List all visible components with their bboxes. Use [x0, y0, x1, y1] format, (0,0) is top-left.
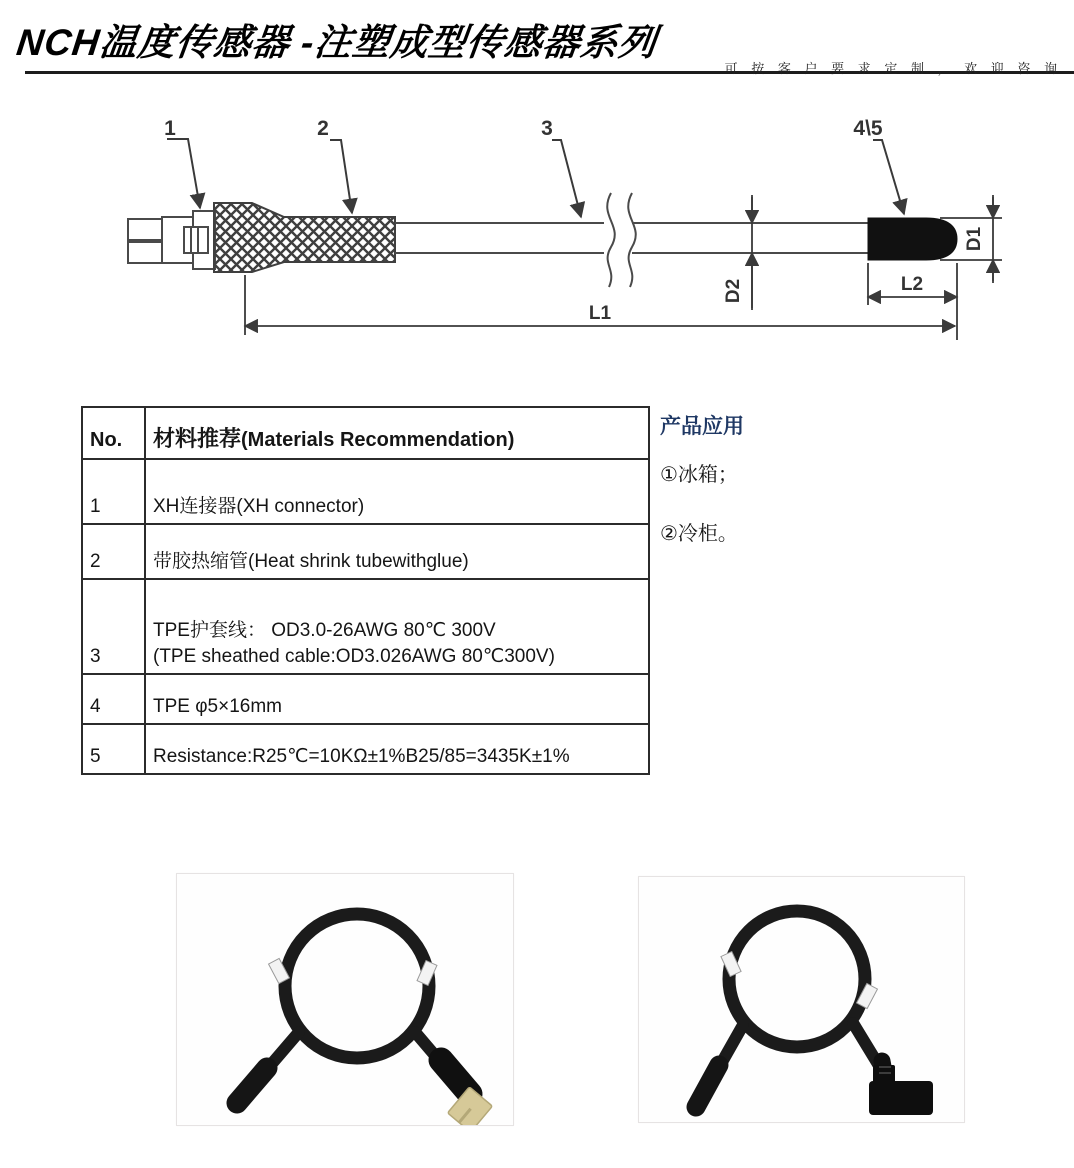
cable-break-symbol [604, 191, 636, 289]
row-material-line1: TPE护套线： OD3.0-26AWG 80℃ 300V [153, 619, 496, 641]
dim-l1-label: L1 [588, 303, 612, 324]
row-no: 3 [82, 579, 145, 674]
callout-leaders [167, 139, 904, 217]
product-applications [660, 410, 1040, 576]
page-title: NCH温度传感器 -注塑成型传感器系列 [14, 22, 660, 63]
heat-shrink-braid-drawing [214, 203, 395, 272]
callout-2-label: 2 [317, 117, 329, 140]
col-header-material-cn: 材料推荐 [153, 426, 242, 452]
col-header-no: No. [82, 407, 145, 459]
row-material: XH连接器(XH connector) [145, 459, 649, 524]
row-material-line2: (TPE sheathed cable:OD3.026AWG 80℃300V) [153, 645, 555, 667]
row-material: Resistance:R25℃=10KΩ±1%B25/85=3435K±1% [145, 724, 649, 774]
header-tagline: 可 按 客 户 要 求 定 制 ， 欢 迎 咨 询 [724, 61, 1062, 76]
xh-connector-drawing [128, 211, 215, 269]
row-material: 带胶热缩管(Heat shrink tubewithglue) [145, 524, 649, 579]
row-no: 1 [82, 459, 145, 524]
dim-d2-label: D2 [723, 278, 744, 304]
callout-45-label: 4\5 [853, 117, 883, 140]
callout-1-label: 1 [164, 117, 176, 140]
col-header-material [145, 407, 649, 459]
row-material: TPE φ5×16mm [145, 674, 649, 724]
right-angle-plug [869, 1065, 933, 1115]
table-header-row [82, 407, 649, 459]
product-photo-right-angle-plug [638, 876, 965, 1123]
dim-d1-label: D1 [964, 226, 985, 252]
cable-photo-illustration [177, 874, 513, 1125]
row-no: 4 [82, 674, 145, 724]
col-header-material-en: (Materials Recommendation) [241, 429, 515, 452]
sensor-technical-drawing [0, 105, 1074, 355]
product-photo-straight-plug [176, 873, 514, 1126]
table-row [82, 524, 649, 579]
application-item-2: ②冷柜。 [660, 523, 738, 545]
callout-3-label: 3 [541, 117, 553, 140]
probe-tip-drawing [868, 218, 957, 260]
table-row [82, 459, 649, 524]
cable-photo-illustration [639, 877, 964, 1122]
table-row [82, 724, 649, 774]
dim-l2-label: L2 [900, 274, 924, 295]
materials-table [81, 406, 650, 775]
application-item-1: ①冰箱； [660, 464, 738, 486]
row-material [145, 579, 649, 674]
row-no: 2 [82, 524, 145, 579]
row-no: 5 [82, 724, 145, 774]
applications-title: 产品应用 [660, 415, 744, 438]
table-row [82, 674, 649, 724]
table-row [82, 579, 649, 674]
